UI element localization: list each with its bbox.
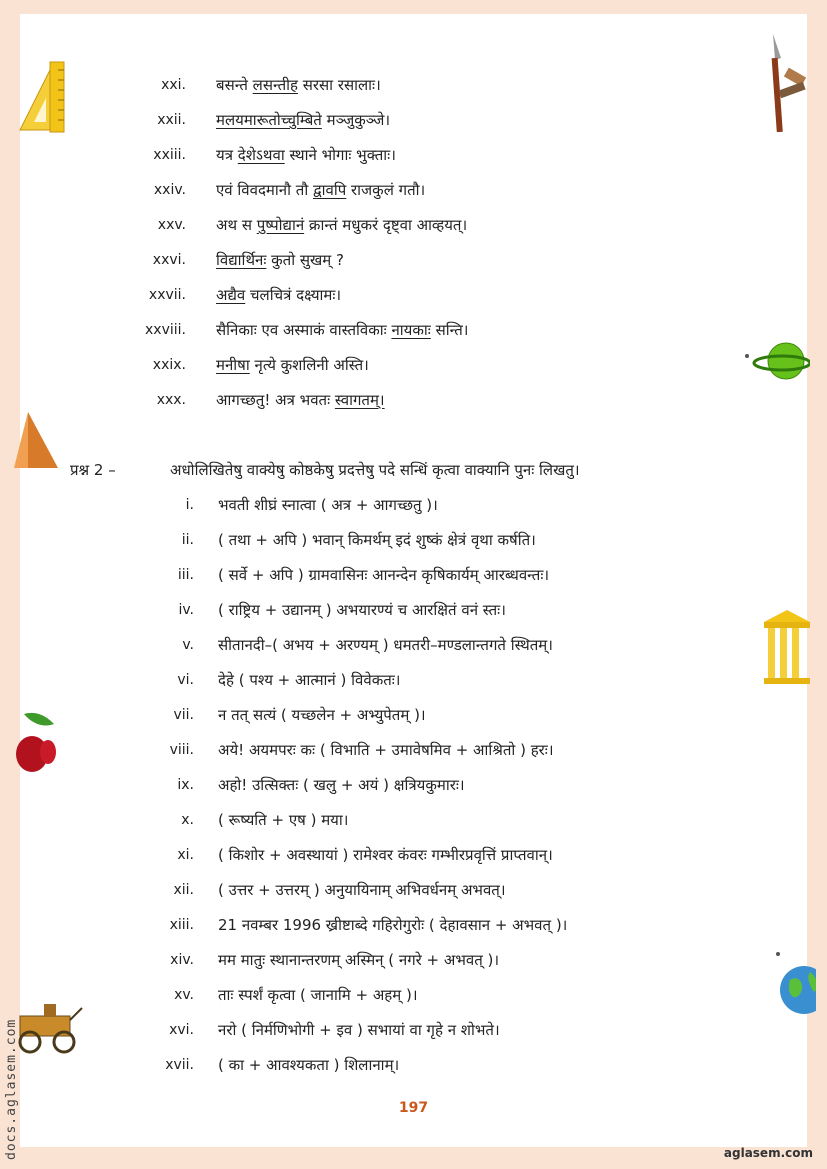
underlined-word: द्वावपि [312,181,347,199]
page-number: 197 [398,1100,429,1116]
exercise-text: देहे ( पश्य + आत्मानं ) विवेकतः। [218,671,401,689]
exercise-text: ( तथा + अपि ) भवान् किमर्थम् इदं शुष्कं क्षेत्रं वृथा कर्षति। [218,531,536,549]
item-number: xxvii. [148,287,186,303]
item-number: vii. [173,707,194,723]
exercise-row-vi [0,665,827,695]
exercise-row-xv [0,980,827,1010]
exercise-text: ( राष्ट्रिय + उद्यानम् ) अभयारण्यं च आरक्षितं वनं स्तः। [218,601,506,619]
sentence-row-xxiv [0,175,827,205]
item-number: ix. [177,777,194,793]
exercise-row-xiii [0,910,827,940]
sentence-text: अद्यैव चलचित्रं दक्ष्यामः। [216,286,342,304]
sentence-row-xxix [0,350,827,380]
item-number: xi. [177,847,194,863]
item-number: xxx. [156,392,186,408]
exercise-row-viii [0,735,827,765]
exercise-text: न तत् सत्यं ( यच्छलेन + अभ्युपेतम् )। [218,706,426,724]
exercise-row-ii [0,525,827,555]
exercise-text: सीतानदी–( अभय + अरण्यम् ) धमतरी–मण्डलान्तगते स्थितम्। [218,636,553,654]
exercise-row-xvii [0,1050,827,1080]
item-number: iv. [178,602,194,618]
exercise-row-xi [0,840,827,870]
sentence-row-xxi [0,70,827,100]
exercise-text: मम मातुः स्थानान्तरणम् अस्मिन् ( नगरे + अभवत् )। [218,951,500,969]
item-number: xxix. [152,357,186,373]
item-number: xxiv. [153,182,186,198]
question-label: प्रश्न 2 – [70,461,116,479]
underlined-word: लसन्तीह [252,76,298,94]
item-number: ii. [181,532,194,548]
sentence-row-xxvi [0,245,827,275]
sentence-text: मनीषा नृत्ये कुशलिनी अस्ति। [216,356,369,374]
question-instruction: अधोलिखितेषु वाक्येषु कोष्ठकेषु प्रदत्तेषु पदे सन्धिं कृत्वा वाक्यानि पुनः लिखतु। [170,461,580,479]
exercise-text: नरो ( निर्मणिभोगी + इव ) सभायां वा गृहे न शोभते। [218,1021,500,1039]
exercise-row-i [0,490,827,520]
sentence-text: यत्र देशेऽथवा स्थाने भोगाः भुक्ताः। [216,146,396,164]
underlined-word: स्वागतम्। [334,391,385,409]
exercise-row-xvi [0,1015,827,1045]
sentence-row-xxiii [0,140,827,170]
underlined-word: मनीषा [216,356,250,374]
exercise-row-vii [0,700,827,730]
exercise-row-xiv [0,945,827,975]
sentence-row-xxii [0,105,827,135]
exercise-text: अये! अयमपरः कः ( विभाति + उमावेषमिव + आश्रितो ) हरः। [218,741,554,759]
item-number: xxi. [161,77,186,93]
sentence-text: मलयमारूतोच्चुम्बिते मञ्जुकुञ्जे। [216,111,391,129]
exercise-row-xii [0,875,827,905]
sentence-text: सैनिकाः एव अस्माकं वास्तविकाः नायकाः सन्ति। [216,321,469,339]
sentence-row-xxvii [0,280,827,310]
exercise-text: ( का + आवश्यकता ) शिलानाम्। [218,1056,400,1074]
underlined-word: मलयमारूतोच्चुम्बिते [216,111,322,129]
sentence-text: बसन्ते लसन्तीह सरसा रसालाः। [216,76,381,94]
sentence-row-xxviii [0,315,827,345]
item-number: i. [185,497,194,513]
item-number: xvi. [169,1022,194,1038]
exercise-text: 21 नवम्बर 1996 ख्रीष्टाब्दे गहिरोगुरोः ( देहावसान + अभवत् )। [218,916,568,934]
item-number: xiv. [170,952,194,968]
item-number: xv. [174,987,194,1003]
sentence-row-xxx [0,385,827,415]
exercise-row-iv [0,595,827,625]
item-number: xxvi. [152,252,186,268]
item-number: xxiii. [153,147,186,163]
exercise-text: ( किशोर + अवस्थायां ) रामेश्वर कंवरः गम्भीरप्रवृत्तिं प्राप्तवान्। [218,846,553,864]
watermark: docs.aglasem.com [4,1018,19,1160]
underlined-word: विद्यार्थिनः [216,251,267,269]
item-number: v. [182,637,194,653]
pyramid-image [14,410,58,470]
exercise-text: भवती शीघ्रं स्नात्वा ( अत्र + आगच्छतु )। [218,496,438,514]
exercise-text: ताः स्पर्शं कृत्वा ( जानामि + अहम् )। [218,986,418,1004]
underlined-word: पुष्पोद्यानं [256,216,305,234]
sentence-text: विद्यार्थिनः कुतो सुखम् ? [216,251,344,269]
sentence-text: आगच्छतु! अत्र भवतः स्वागतम्। [216,391,385,409]
site-name[interactable]: aglasem.com [723,1146,813,1160]
item-number: viii. [169,742,194,758]
item-number: x. [181,812,194,828]
exercise-text: अहो! उत्सिक्तः ( खलु + अयं ) क्षत्रियकुमारः। [218,776,465,794]
item-number: xxii. [157,112,186,128]
item-number: xxviii. [145,322,186,338]
exercise-text: ( रूष्यति + एष ) मया। [218,811,349,829]
item-number: iii. [177,567,194,583]
sentence-text: एवं विवदमानौ तौ द्वावपि राजकुलं गतौ। [216,181,426,199]
sentence-text: अथ स पुष्पोद्यानं क्रान्तं मधुकरं दृष्ट्वा आव्हयत्। [216,216,468,234]
item-number: xvii. [165,1057,194,1073]
item-number: xxv. [157,217,186,233]
exercise-text: ( उत्तर + उत्तरम् ) अनुयायिनाम् अभिवर्धनम् अभवत्। [218,881,506,899]
item-number: vi. [177,672,194,688]
exercise-row-iii [0,560,827,590]
underlined-word: देशेऽथवा [237,146,285,164]
item-number: xii. [173,882,194,898]
exercise-row-x [0,805,827,835]
underlined-word: नायकाः [391,321,431,339]
underlined-word: अद्यैव [216,286,246,304]
exercise-row-ix [0,770,827,800]
exercise-text: ( सर्वे + अपि ) ग्रामवासिनः आनन्देन कृषिकार्यम् आरब्धवन्तः। [218,566,550,584]
item-number: xiii. [169,917,194,933]
exercise-row-v [0,630,827,660]
sentence-row-xxv [0,210,827,240]
